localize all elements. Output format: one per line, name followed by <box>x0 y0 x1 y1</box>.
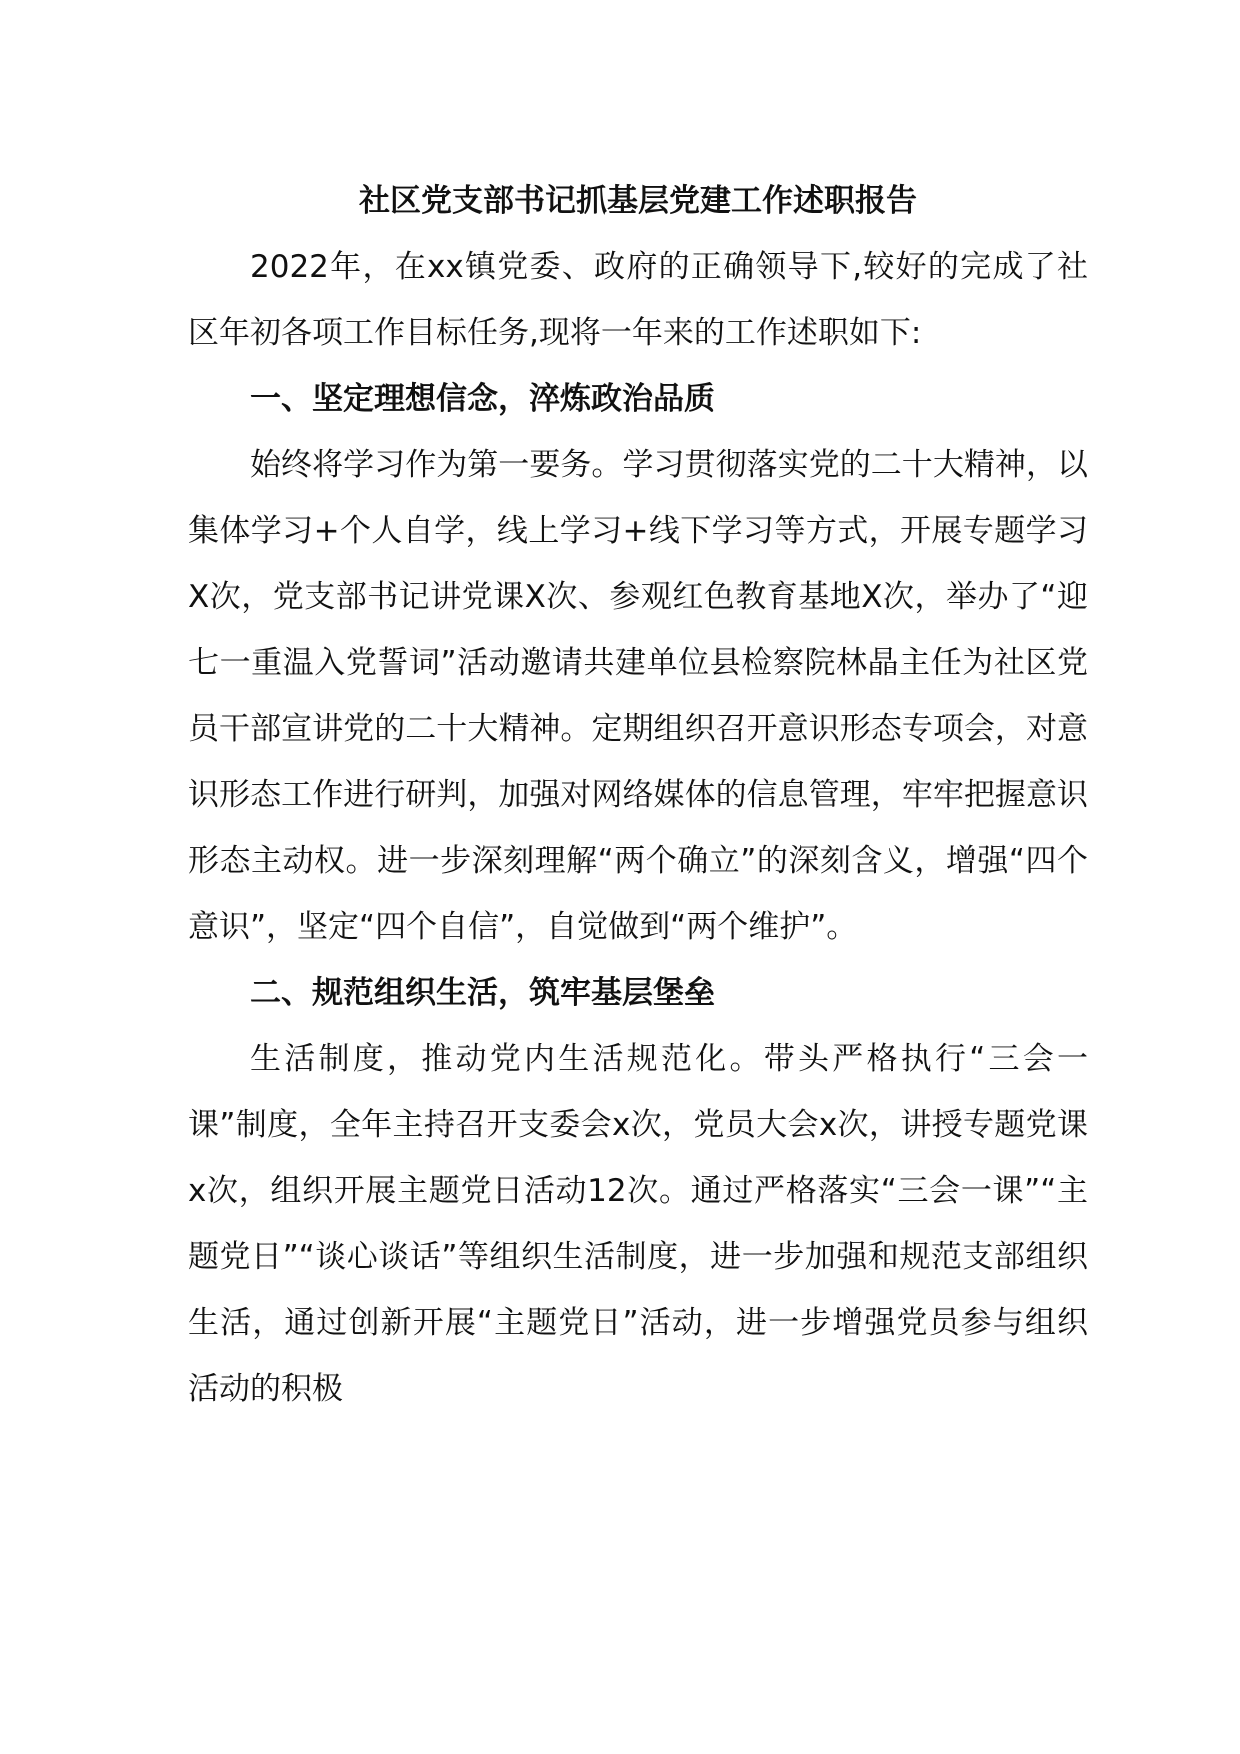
intro-paragraph: 2022年，在xx镇党委、政府的正确领导下,较好的完成了社区年初各项工作目标任务,现将一年来的工作述职如下: <box>188 249 1088 351</box>
section-paragraph-2: 生活制度，推动党内生活规范化。带头严格执行“三会一课”制度，全年主持召开支委会x次，党员大会x次，讲授专题党课x次，组织开展主题党日活动12次。通过严格落实“三会一课”“主题党日”“谈心谈话”等组织生活制度，进一步加强和规范支部组织生活，通过创新开展“主题党日”活动，进一步增强党员参与组织活动的积极 <box>188 1041 1088 1407</box>
section-paragraph-1: 始终将学习作为第一要务。学习贯彻落实党的二十大精神，以集体学习+个人自学，线上学习+线下学习等方式，开展专题学习X次，党支部书记讲党课X次、参观红色教育基地X次，举办了“迎七一重温入党誓词”活动邀请共建单位县检察院林晶主任为社区党员干部宣讲党的二十大精神。定期组织召开意识形态专项会，对意识形态工作进行研判，加强对网络媒体的信息管理，牢牢把握意识形态主动权。进一步深刻理解“两个确立”的深刻含义，增强“四个意识”，坚定“四个自信”，自觉做到“两个维护”。 <box>188 447 1088 945</box>
document-body <box>188 168 1088 1422</box>
document-title: 社区党支部书记抓基层党建工作述职报告 <box>359 183 917 219</box>
section-heading-2: 二、规范组织生活，筑牢基层堡垒 <box>250 975 715 1011</box>
section-heading-1: 一、坚定理想信念，淬炼政治品质 <box>250 381 715 417</box>
